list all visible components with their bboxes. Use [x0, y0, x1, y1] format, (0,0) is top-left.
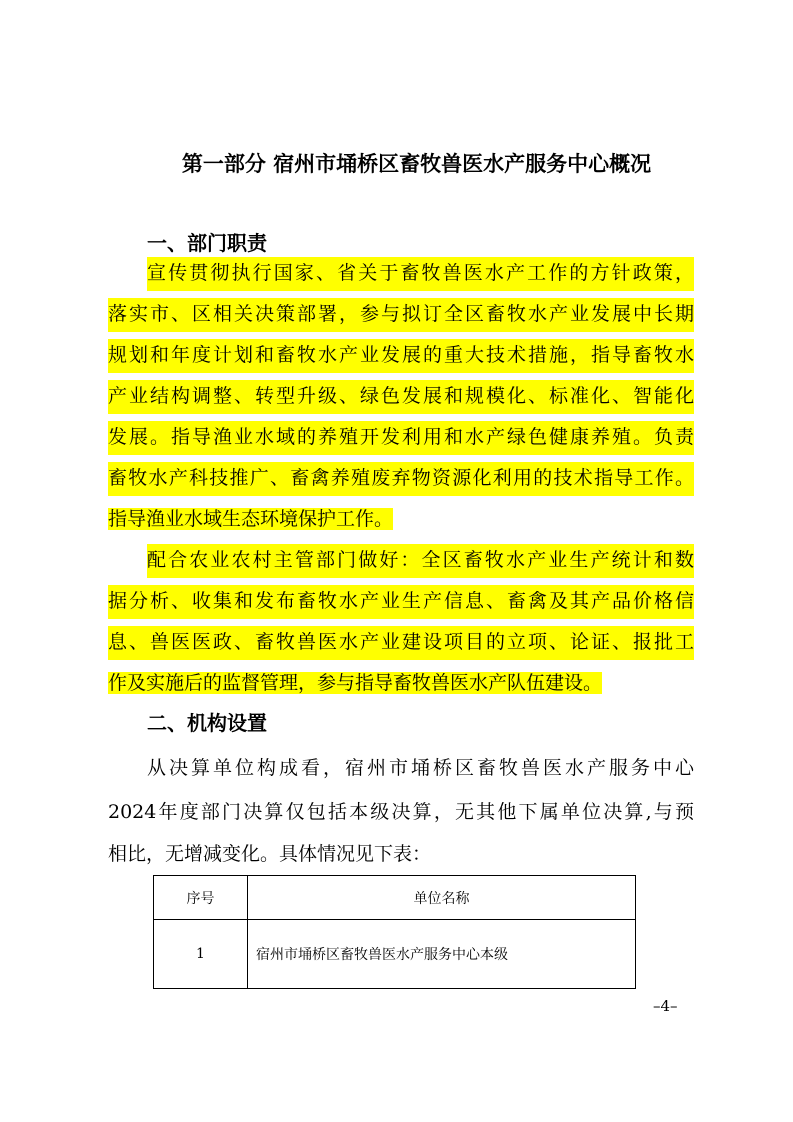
table-row	[154, 920, 636, 989]
unit-table	[153, 875, 636, 989]
column-header-number: 序号	[154, 876, 248, 920]
paragraph-line: 作及实施后的监督管理，参与指导畜牧兽医水产队伍建设。	[108, 672, 603, 694]
section-heading-duties: 一、部门职责	[147, 231, 267, 255]
section-heading-organization: 二、机构设置	[147, 711, 267, 735]
paragraph-line: 配合农业农村主管部门做好：全区畜牧水产业生产统计和数	[147, 544, 694, 578]
page-title: 第一部分 宿州市埇桥区畜牧兽医水产服务中心概况	[181, 152, 652, 176]
paragraph-line: 2024年度部门决算仅包括本级决算，无其他下属单位决算,与预	[108, 801, 694, 823]
column-header-unit-name: 单位名称	[248, 876, 636, 920]
table-cell-unit-name: 宿州市埇桥区畜牧兽医水产服务中心本级	[248, 920, 636, 989]
paragraph-line: 落实市、区相关决策部署，参与拟订全区畜牧水产业发展中长期	[108, 298, 694, 332]
paragraph-line: 发展。指导渔业水域的养殖开发利用和水产绿色健康养殖。负责	[108, 421, 694, 455]
paragraph-line: 从决算单位构成看，宿州市埇桥区畜牧兽医水产服务中心	[147, 757, 694, 779]
paragraph-line: 指导渔业水域生态环境保护工作。	[108, 508, 394, 530]
table-cell-number: 1	[154, 920, 248, 989]
paragraph-line: 相比，无增减变化。具体情况见下表：	[108, 843, 432, 865]
paragraph-line: 畜牧水产科技推广、畜禽养殖废弃物资源化利用的技术指导工作。	[108, 462, 694, 496]
table-header-row	[154, 876, 636, 920]
paragraph-line: 息、兽医医政、畜牧兽医水产业建设项目的立项、论证、报批工	[108, 626, 694, 660]
paragraph-line: 规划和年度计划和畜牧水产业发展的重大技术措施，指导畜牧水	[108, 339, 694, 373]
page-number: –4–	[653, 997, 678, 1015]
paragraph-line: 据分析、收集和发布畜牧水产业生产信息、畜禽及其产品价格信	[108, 585, 694, 619]
paragraph-line: 产业结构调整、转型升级、绿色发展和规模化、标准化、智能化	[108, 380, 694, 414]
paragraph-line: 宣传贯彻执行国家、省关于畜牧兽医水产工作的方针政策，	[147, 257, 694, 291]
